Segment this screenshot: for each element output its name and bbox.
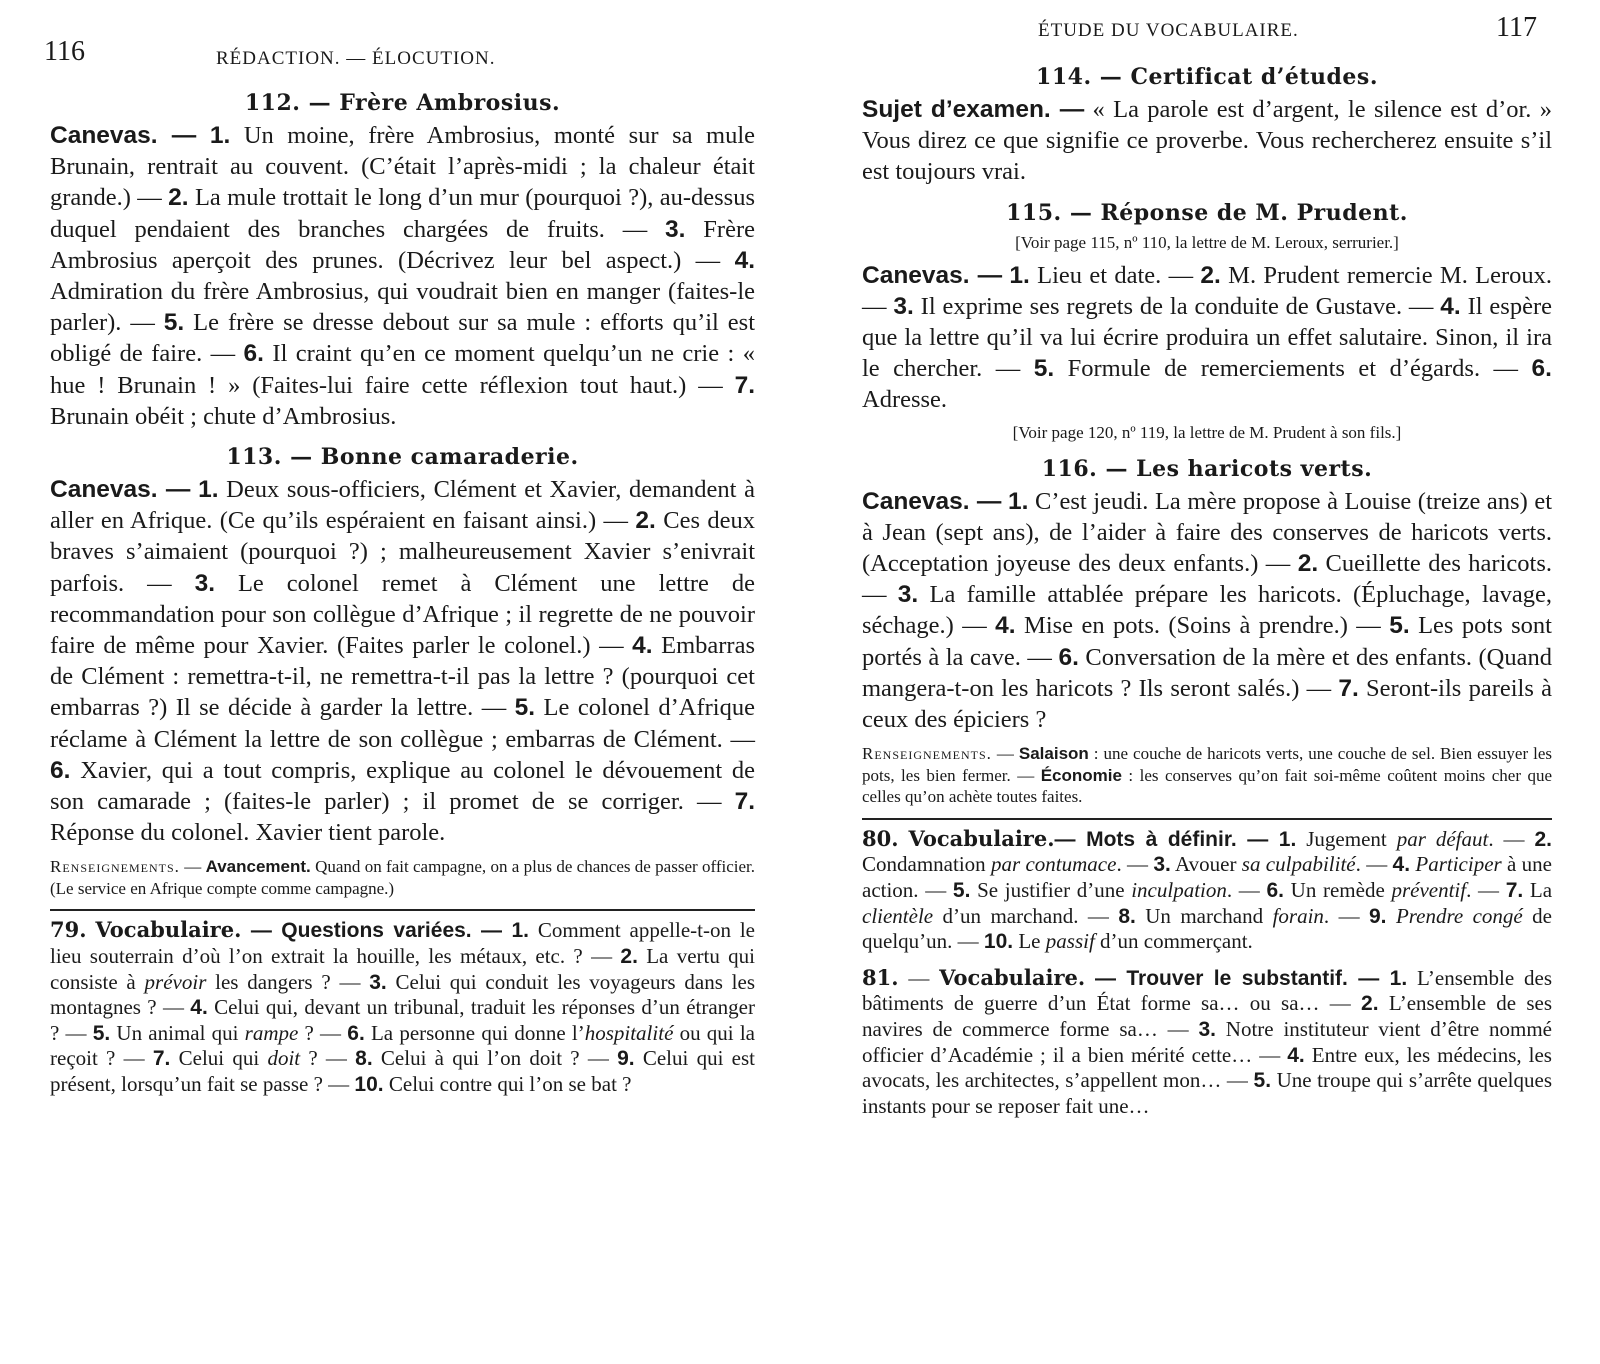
vocabulaire-79: 79. Vocabulaire. — Questions variées. — 1. Comment appelle-t-on le lieu souterrain d’où l’on extrait la houille, les métaux, etc. ? — 2. La vertu qui consiste à prévoir les dangers ? — 3. Celui qui conduit les voyageurs dans les montagnes ? — 4. Celui qui, devant un tribunal, traduit les réponses d’un étranger ? — 5. Un animal qui rampe ? — 6. La personne qui donne l’hospitalité ou qui la reçoit ? — 7. Celui qui doit ? — 8. Celui à qui l’on doit ? — 9. Celui qui est présent, lorsqu’un fait se passe ? — 10. Celui contre qui l’on se bat ? bbox=[50, 917, 755, 1097]
section-115-body: Canevas. — 1. Lieu et date. — 2. M. Prudent remercie M. Leroux. — 3. Il exprime ses regrets de la conduite de Gustave. — 4. Il espère que la lettre qu’il va lui écrire produira un effet salutaire. Sinon, il ira le chercher. — 5. Formule de remerciements et d’égards. — 6. Adresse. bbox=[862, 261, 1553, 414]
divider-rule bbox=[862, 818, 1552, 820]
section-116-renseignements: Renseignements. — Salaison : une couche de haricots verts, une couche de sel. Bien essuyer les pots, les bien fermer. — Économie : les conserves qu’on fait soi-même coûtent moins cher que celles qu’on achète toutes faites. bbox=[862, 744, 1552, 807]
section-116-body: Canevas. — 1. C’est jeudi. La mère propose à Louise (treize ans) et à Jean (sept ans), de l’aider à faire des conserves de haricots verts. (Acceptation joyeuse des deux enfants.) — 2. Cueillette des haricots. — 3. La famille attablée prépare les haricots. (Épluchage, lavage, séchage.) — 4. Mise en pots. (Soins à prendre.) — 5. Les pots sont portés à la cave. — 6. Conversation de la mère et des enfants. (Quand mangera-t-on les haricots ? Ils seront salés.) — 7. Seront-ils pareils à ceux des épiciers ? bbox=[862, 487, 1553, 734]
section-115-note-1: [Voir page 115, nº 110, la lettre de M. Leroux, serrurier.] bbox=[1015, 232, 1399, 252]
left-column bbox=[50, 90, 755, 1098]
section-115-title: 115. — Réponse de M. Prudent. bbox=[1006, 199, 1408, 226]
divider-rule bbox=[50, 909, 755, 911]
right-page bbox=[860, 0, 1600, 1364]
section-115-note-2: [Voir page 120, nº 119, la lettre de M. Prudent à son fils.] bbox=[1012, 422, 1402, 442]
section-113-renseignements: Renseignements. — Avancement. Quand on fait campagne, on a plus de chances de passer officier. (Le service en Afrique compte comme campagne.) bbox=[50, 857, 755, 898]
section-116-title: 116. — Les haricots verts. bbox=[1041, 455, 1373, 482]
running-head: ÉTUDE DU VOCABULAIRE. bbox=[1038, 20, 1299, 41]
page-number: 117 bbox=[1496, 12, 1537, 43]
vocabulaire-80: 80. Vocabulaire.— Mots à définir. — 1. Jugement par défaut. — 2. Condamnation par contumace. — 3. Avouer sa culpabilité. — 4. Participer à une action. — 5. Se justifier d’une inculpation. — 6. Un remède préventif. — 7. La clientèle d’un marchand. — 8. Un marchand forain. — 9. Prendre congé de quelqu’un. — 10. Le passif d’un commerçant. bbox=[862, 825, 1553, 954]
section-114-body: Sujet d’examen. — « La parole est d’argent, le silence est d’or. » Vous direz ce que signifie ce proverbe. Vous rechercherez ensuite s’il est toujours vrai. bbox=[862, 96, 1552, 186]
running-head: RÉDACTION. — ÉLOCUTION. bbox=[216, 48, 496, 69]
section-114-title: 114. — Certificat d’études. bbox=[1036, 64, 1378, 90]
section-112-body: Canevas. — 1. Un moine, frère Ambrosius, monté sur sa mule Brunain, rentrait au couvent. (C’était l’après-midi ; la chaleur était grande.) — 2. La mule trottait le long d’un mur (pourquoi ?), au-dessus duquel pendaient des branches chargées de fruits. — 3. Frère Ambrosius aperçoit des prunes. (Décrivez leur bel aspect.) — 4. Admiration du frère Ambrosius, qui voudrait bien en manger (faites-le parler). — 5. Le frère se dresse debout sur sa mule : efforts qu’il est obligé de faire. — 6. Il craint qu’en ce moment quelqu’un ne crie : « hue ! Brunain ! » (Faites-lui faire cette réflexion tout haut.) — 7. Brunain obéit ; chute d’Ambrosius. bbox=[50, 122, 756, 430]
vocabulaire-81: 81. — Vocabulaire. — Trouver le substantif. — 1. L’ensemble des bâtiments de guerre d’un État forme sa… ou sa… — 2. L’ensemble de ses navires de commerce forme sa… — 3. Notre instituteur vient d’être nommé officier d’Académie ; il a bien mérité cette… — 4. Entre eux, les médecins, les avocats, les architectes, s’appellent mon… — 5. Une troupe qui s’arrête quelques instants pour se reposer fait une… bbox=[862, 964, 1552, 1118]
right-column bbox=[862, 64, 1552, 1119]
section-113-body: Canevas. — 1. Deux sous-officiers, Clément et Xavier, demandent à aller en Afrique. (Ce qu’ils espéraient en faisant ainsi.) — 2. Ces deux braves s’aimaient (pourquoi ?) ; malheureusement Xavier s’enivrait parfois. — 3. Le colonel remet à Clément une lettre de recommandation pour son collègue d’Afrique ; il regrette de ne pouvoir faire de même pour Xavier. (Faites parler le colonel.) — 4. Embarras de Clément : remettra-t-il, ne remettra-t-il pas la lettre ? (pourquoi cet embarras ?) Il se décide à garder la lettre. — 5. Le colonel d’Afrique réclame à Clément la lettre de son collègue ; embarras de Clément. — 6. Xavier, qui a tout compris, explique au colonel le dévouement de son camarade ; (faites-le parler) ; il promet de se corriger. — 7. Réponse du colonel. Xavier tient parole. bbox=[50, 476, 756, 847]
left-page bbox=[0, 0, 790, 1364]
section-113-title: 113. — Bonne camaraderie. bbox=[226, 444, 579, 471]
section-112-title: 112. — Frère Ambrosius. bbox=[244, 90, 561, 116]
page-number: 116 bbox=[44, 36, 85, 67]
